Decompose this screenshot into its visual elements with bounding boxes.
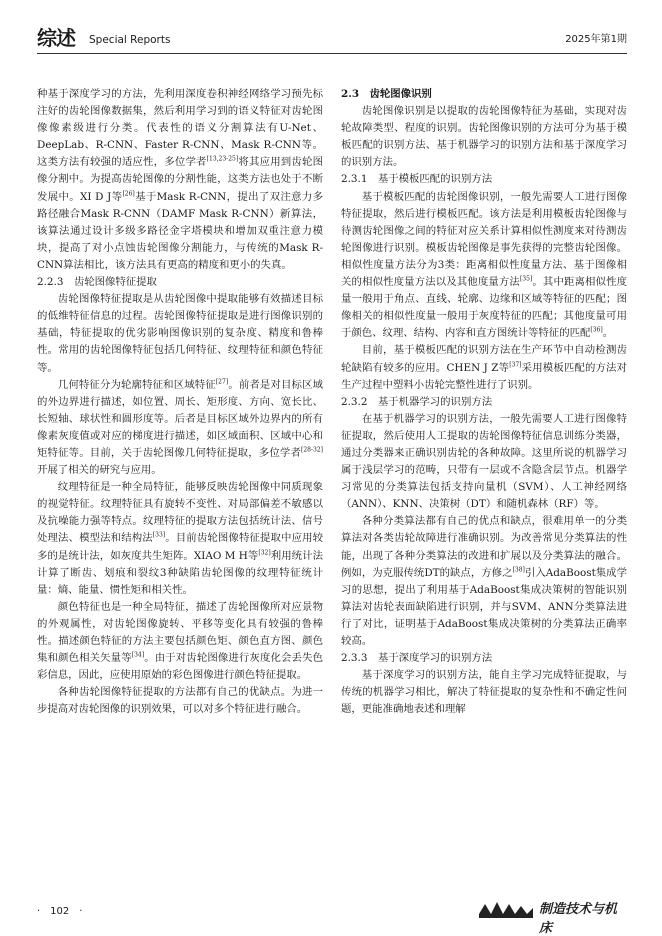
citation: [13,23-25] [206,155,239,163]
section-heading-2-3-1: 2.3.1 基于模板匹配的识别方法 [341,173,493,186]
magazine-name: 制造技术与机床 [539,902,618,936]
paragraph: 种基于深度学习的方法，先利用深度卷积神经网络学习预先标注好的齿轮图像数据集，然后利用学习到的语义特征对齿轮图像像素级进行分类。代表性的语义分割算法有U-Net、DeepLab、R-CNN、Faster R-CNN、Mask R-CNN等。这类方法有较强的适应性，多位学者[13,23-25]将其应用到齿轮图像分割中。为提高齿轮图像的分割性能，这类方法也处于不断发展中。XI D J等[26]基于Mask R-CNN，提出了双注意力多路径融合Mask R-CNN（DAMF Mask R-CNN）新算法，该算法通过设计多级多路径金字塔模块和增加双重注意力模块，提高了对小点蚀齿轮图像分割能力，与传统的Mask R-CNN算法相比，该方法具有更高的精度和更小的失真。 [37,88,324,271]
section-heading-2-3-3: 2.3.3 基于深度学习的识别方法 [341,652,493,665]
section-heading-2-2-3: 2.2.3 齿轮图像特征提取 [37,276,157,289]
paragraph: 基于深度学习的识别方法，能自主学习完成特征提取，与传统的机器学习相比，解决了特征提取的复杂性和不确定性问题，更能准确地表述和理解 [341,669,627,716]
paragraph: 基于模板匹配的齿轮图像识别，一般先需要人工进行图像特征提取，然后进行模板匹配。该方法是利用模板齿轮图像与待测齿轮图像之间的特征对应关系计算相似性测度来对待测齿轮图像进行识别。模板齿轮图像是事先获得的完整齿轮图像。相似性度量方法分为3类：距离相似性度量方法、基于图像相关的相似性度量方法以及其他度量方法[35]。其中距离相似性度量一般用于角点、直线、轮廓、边缘和区域等特征的匹配；图像相关的相似性度量一般用于灰度特征的匹配；其他度量可用于颜色、纹理、结构、内容和直方图统计等特征的匹配[36]。 [341,190,627,340]
paragraph: 几何特征分为轮廓特征和区域特征[27]。前者是对目标区域的外边界进行描述，如位置、周长、矩形度、方向、宽长比、长短轴、球状性和圆形度等。后者是目标区域外边界内的所有像素灰度值或对应的梯度进行描述，如区域面积、区域中心和矩特征等。目前，关于齿轮图像几何特征提取，多位学者[28-32]开展了相关的研究与应用。 [37,378,323,477]
citation: [27] [215,378,229,386]
paragraph: 各种齿轮图像特征提取的方法都有自己的优缺点。为进一步提高对齿轮图像的识别效果，可以对多个特征进行融合。 [37,686,323,716]
section-subtitle: Special Reports [89,34,171,46]
page-header [37,27,627,49]
paragraph: 各种分类算法都有自己的优点和缺点，很难用单一的分类算法对各类齿轮故障进行准确识别。为改善常见分类算法的性能，出现了各种分类算法的改进和扩展以及分类算法的融合。例如，为克服传统DT的缺点，方修之[38]引入AdaBoost集成学习的思想，提出了利用基于AdaBoost集成决策树的智能识别算法对齿轮表面缺陷进行识别，并与SVM、ANN分类算法进行了对比，证明基于AdaBoost集成决策树的分类算法正确率较高。 [341,515,627,647]
citation: [26] [122,190,135,198]
citation: [33] [152,531,166,539]
right-column [341,86,627,718]
page-footer [37,894,627,936]
section-heading-2-3: 2.3 齿轮图像识别 [341,88,432,100]
paragraph: 齿轮图像识别是以提取的齿轮图像特征为基础，实现对齿轮故障类型、程度的识别。齿轮图像识别的方法可分为基于模板匹配的识别方法、基于机器学习的识别方法和基于深度学习的识别方法。 [341,105,627,169]
magazine-logo [477,894,627,936]
section-brand: 综述 [37,26,75,50]
citation: [36] [590,326,603,334]
left-column [37,86,323,718]
page-number: · 102 · [37,906,83,917]
citation: [34] [131,651,145,659]
issue-label: 2025年第1期 [565,34,627,45]
citation: [37] [509,361,522,369]
citation: [38] [512,566,525,574]
gear-emblem-icon [477,898,535,918]
citation: [32] [258,549,271,557]
header-rule [37,53,627,54]
paragraph: 纹理特征是一种全局特征，能够反映齿轮图像中同质现象的视觉特征。纹理特征具有旋转不变性、对局部偏差不敏感以及抗噪能力强等特点。纹理特征的提取方法包括统计法、信号处理法、模型法和结构法[33]。目前齿轮图像特征提取中应用较多的是统计法，如灰度共生矩阵。XIAO M H等[32]利用统计法计算了断齿、划痕和裂纹3种缺陷齿轮图像的纹理特征统计量：熵、能量、惯性矩和相关性。 [37,481,324,596]
paragraph: 齿轮图像特征提取是从齿轮图像中提取能够有效描述目标的低维特征信息的过程。齿轮图像特征提取是进行图像识别的基础，特征提取的优劣影响图像识别的复杂度、精度和鲁棒性。常用的齿轮图像特征包括几何特征、纹理特征和颜色特征等。 [37,293,323,374]
paragraph: 目前，基于模板匹配的识别方法在生产环节中自动检测齿轮缺陷有较多的应用。CHEN J Z等[37]采用模板匹配的方法对生产过程中塑料小齿轮完整性进行了识别。 [341,344,627,391]
citation: [28-32] [301,446,323,454]
section-heading-2-3-2: 2.3.2 基于机器学习的识别方法 [341,395,493,408]
paragraph: 颜色特征也是一种全局特征，描述了齿轮图像所对应景物的外观属性，对齿轮图像旋转、平移等变化具有较强的鲁棒性。描述颜色特征的方法主要包括颜色矩、颜色直方图、颜色集和颜色相关矢量等[34]。由于对齿轮图像进行灰度化会丢失色彩信息，因此，应使用原始的彩色图像进行颜色特征提取。 [37,600,324,682]
paragraph: 在基于机器学习的识别方法，一般先需要人工进行图像特征提取，然后使用人工提取的齿轮图像特征信息训练分类器，通过分类器来正确识别齿轮的各种故障。这里所说的机器学习属于浅层学习的范畴，只带有一层或不含隐含层节点。机器学习常见的分类算法包括支持向量机（SVM）、人工神经网络（ANN）、KNN、决策树（DT）和随机森林（RF）等。 [341,412,627,511]
citation: [35] [519,275,533,283]
